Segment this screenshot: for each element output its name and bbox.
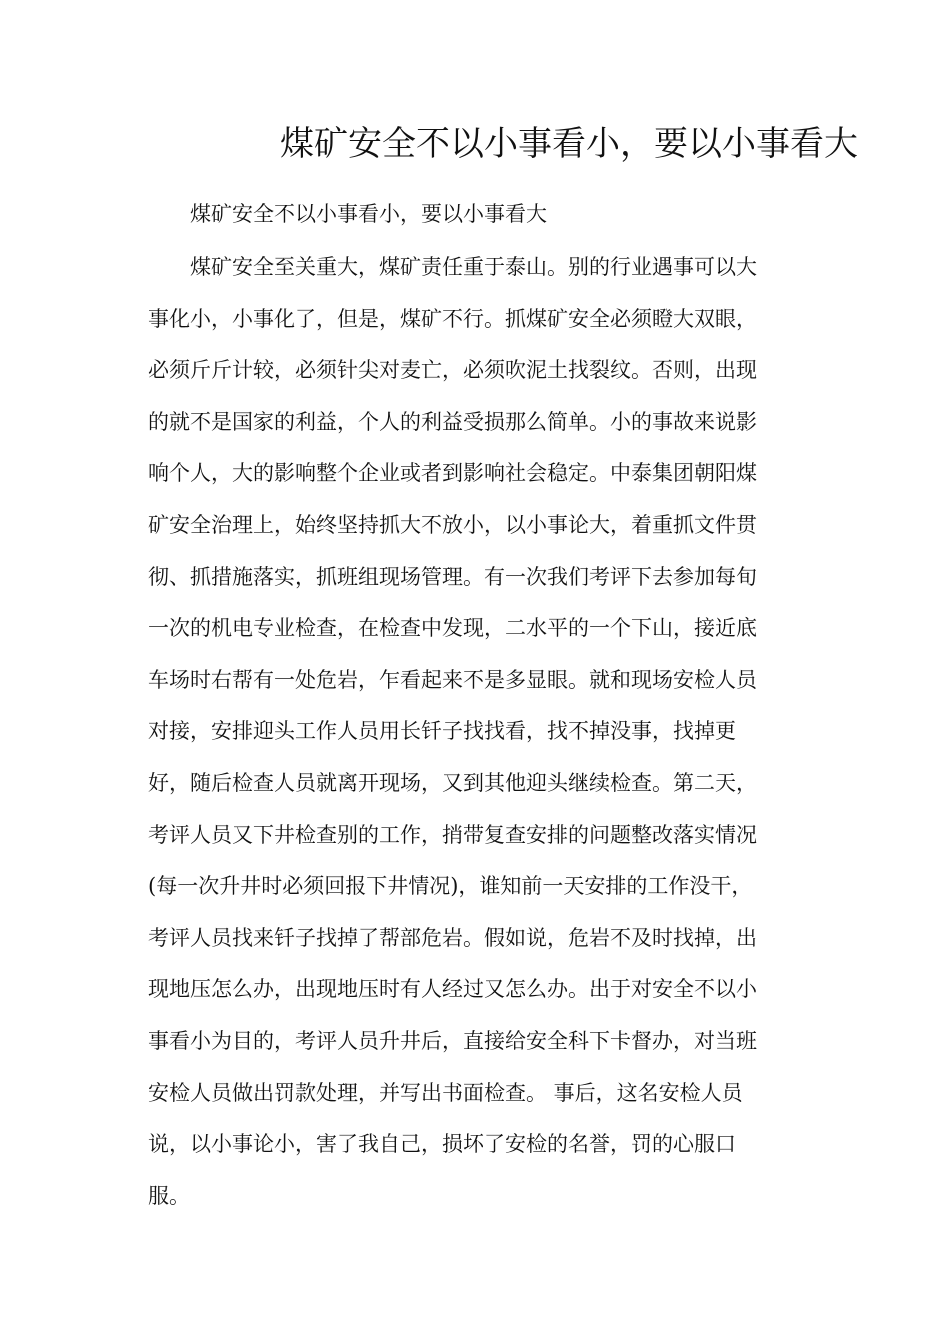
body-line: 响个人，大的影响整个企业或者到影响社会稳定。中泰集团朝阳煤: [148, 461, 757, 486]
body-line: 必须斤斤计较，必须针尖对麦亡，必须吹泥土找裂纹。否则，出现: [148, 358, 757, 383]
body-line: 安检人员做出罚款处理，并写出书面检查。 事后，这名安检人员: [148, 1080, 743, 1105]
document-subtitle: 煤矿安全不以小事看小，要以小事看大: [190, 202, 547, 226]
body-line: 彻、抓措施落实，抓班组现场管理。有一次我们考评下去参加每旬: [148, 564, 757, 589]
body-line: 服。: [148, 1183, 190, 1208]
body-text: [148, 248, 798, 1228]
body-line: 考评人员找来钎子找掉了帮部危岩。假如说，危岩不及时找掉，出: [148, 925, 757, 950]
body-line: 煤矿安全至关重大，煤矿责任重于泰山。别的行业遇事可以大: [190, 255, 757, 279]
body-line: 的就不是国家的利益，个人的利益受损那么简单。小的事故来说影: [148, 409, 757, 434]
body-line: 现地压怎么办，出现地压时有人经过又怎么办。出于对安全不以小: [148, 977, 757, 1002]
body-line: 事看小为目的，考评人员升井后，直接给安全科下卡督办，对当班: [148, 1028, 757, 1053]
body-line: 说，以小事论小，害了我自己，损坏了安检的名誉，罚的心服口: [148, 1132, 736, 1157]
body-line: 对接，安排迎头工作人员用长钎子找找看，找不掉没事，找掉更: [148, 719, 736, 744]
body-line: 好，随后检查人员就离开现场，又到其他迎头继续检查。第二天，: [148, 770, 757, 795]
body-line: 矿安全治理上，始终坚持抓大不放小，以小事论大，着重抓文件贯: [148, 512, 757, 537]
document-title: 煤矿安全不以小事看小，要以小事看大: [280, 124, 858, 164]
body-line: 考评人员又下井检查别的工作，捎带复查安排的问题整改落实情况: [148, 822, 757, 847]
body-line: 事化小，小事化了，但是，煤矿不行。抓煤矿安全必须瞪大双眼，: [148, 306, 757, 331]
body-line: (每一次升井时必须回报下井情况)，谁知前一天安排的工作没干，: [148, 874, 753, 899]
body-line: 一次的机电专业检查，在检查中发现，二水平的一个下山，接近底: [148, 616, 757, 641]
body-line: 车场时右帮有一处危岩，乍看起来不是多显眼。就和现场安检人员: [148, 667, 757, 692]
